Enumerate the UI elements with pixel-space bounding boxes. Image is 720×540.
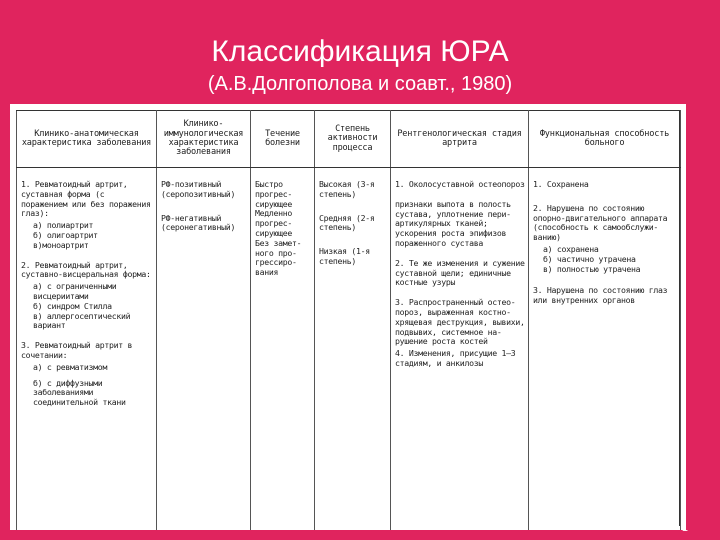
cell-xray-stage (391, 168, 529, 531)
cell-line: б) частично утрачена (543, 253, 636, 264)
cell-course (251, 168, 315, 531)
cell-line: 2. Те же изменения и сужение суставной щели; единичные костные узуры (395, 257, 525, 288)
cell-line: Без заметного прогрессирования (255, 237, 302, 278)
slide-title: Классификация ЮРА (211, 35, 509, 68)
cell-line: 3. Распространенный остеопороз, выраженная костно-хрящевая деструкция, вывихи, подвывих, системное нарушение роста костей (395, 297, 525, 347)
cell-line: признаки выпота в полость сустава, уплотнение периартикулярных тканей; ускорения роста эпифизов пораженного сустава (395, 198, 512, 248)
header-activity-degree: Степень активности процесса (315, 111, 391, 168)
cell-line: Высокая (3-я степень) (319, 179, 375, 199)
header-clinical-immunological: Клинико-иммунологическая характеристика заболевания (157, 111, 251, 168)
header-course: Течение болезни (251, 111, 315, 168)
cell-line: б) синдром Стилла (33, 300, 112, 311)
cell-line: 1. Сохранена (533, 179, 589, 189)
cell-line: 1. Околосуставной остеопороз (395, 179, 525, 189)
cell-line: в) полностью утрачена (543, 263, 641, 274)
cell-line: Медленно прогрессирующее (255, 208, 293, 238)
classification-table-image (10, 104, 686, 530)
header-clinical-anatomical: Клинико-анатомическая характеристика заболевания (17, 111, 157, 168)
cell-line: а) сохранена (543, 243, 599, 254)
cell-clinical-immunological (157, 168, 251, 531)
header-xray-stage: Рентгенологическая стадия артрита (391, 111, 529, 168)
cell-clinical-anatomical (17, 168, 157, 531)
page-number: 1 (681, 522, 688, 534)
cell-line: 2. Ревматоидный артрит, суставно-висцеральная форма: (21, 259, 151, 280)
cell-line: б) с диффузными заболеваниями соединительной ткани (33, 377, 126, 408)
cell-line: Низкая (1-я степень) (319, 246, 370, 266)
cell-line: в) аллергосептический вариант (33, 310, 131, 331)
slide-subtitle: (А.В.Долгополова и соавт., 1980) (207, 73, 513, 95)
cell-functional-ability (529, 168, 681, 531)
header-functional-ability: Функциональная способность больного (529, 111, 681, 168)
cell-line: Быстро прогрессирующее (255, 179, 293, 209)
cell-line: 3. Нарушена по состоянию глаз или внутренних органов (533, 285, 668, 306)
cell-activity-degree (315, 168, 391, 531)
cell-line: а) с ограниченными висцериитами (33, 281, 117, 301)
cell-line: а) с ревматизмом (33, 361, 108, 372)
cell-line: а) полиартрит (33, 220, 94, 231)
cell-line: РФ-негативный (серонегативный) (161, 212, 236, 233)
cell-line: РФ-позитивный (серопозитивный) (161, 179, 236, 199)
cell-line: Средняя (2-я степень) (319, 212, 375, 233)
cell-line: в)моноартрит (33, 239, 89, 250)
cell-line: 2. Нарушена по состоянию опорно-двигательного аппарата (способность к самообслуживанию) (533, 202, 668, 243)
table-header-row (17, 111, 681, 168)
cell-line: 1. Ревматоидный артрит, суставная форма (с поражением или без поражения глаз): (21, 179, 151, 219)
cell-line: 4. Изменения, присущие 1—3 стадиям, и анкилозы (395, 348, 516, 368)
cell-line: 3. Ревматоидный артрит в сочетании: (21, 340, 133, 360)
classification-table (16, 110, 681, 530)
cell-line: б) олигоартрит (33, 229, 98, 240)
table-row (17, 168, 681, 531)
